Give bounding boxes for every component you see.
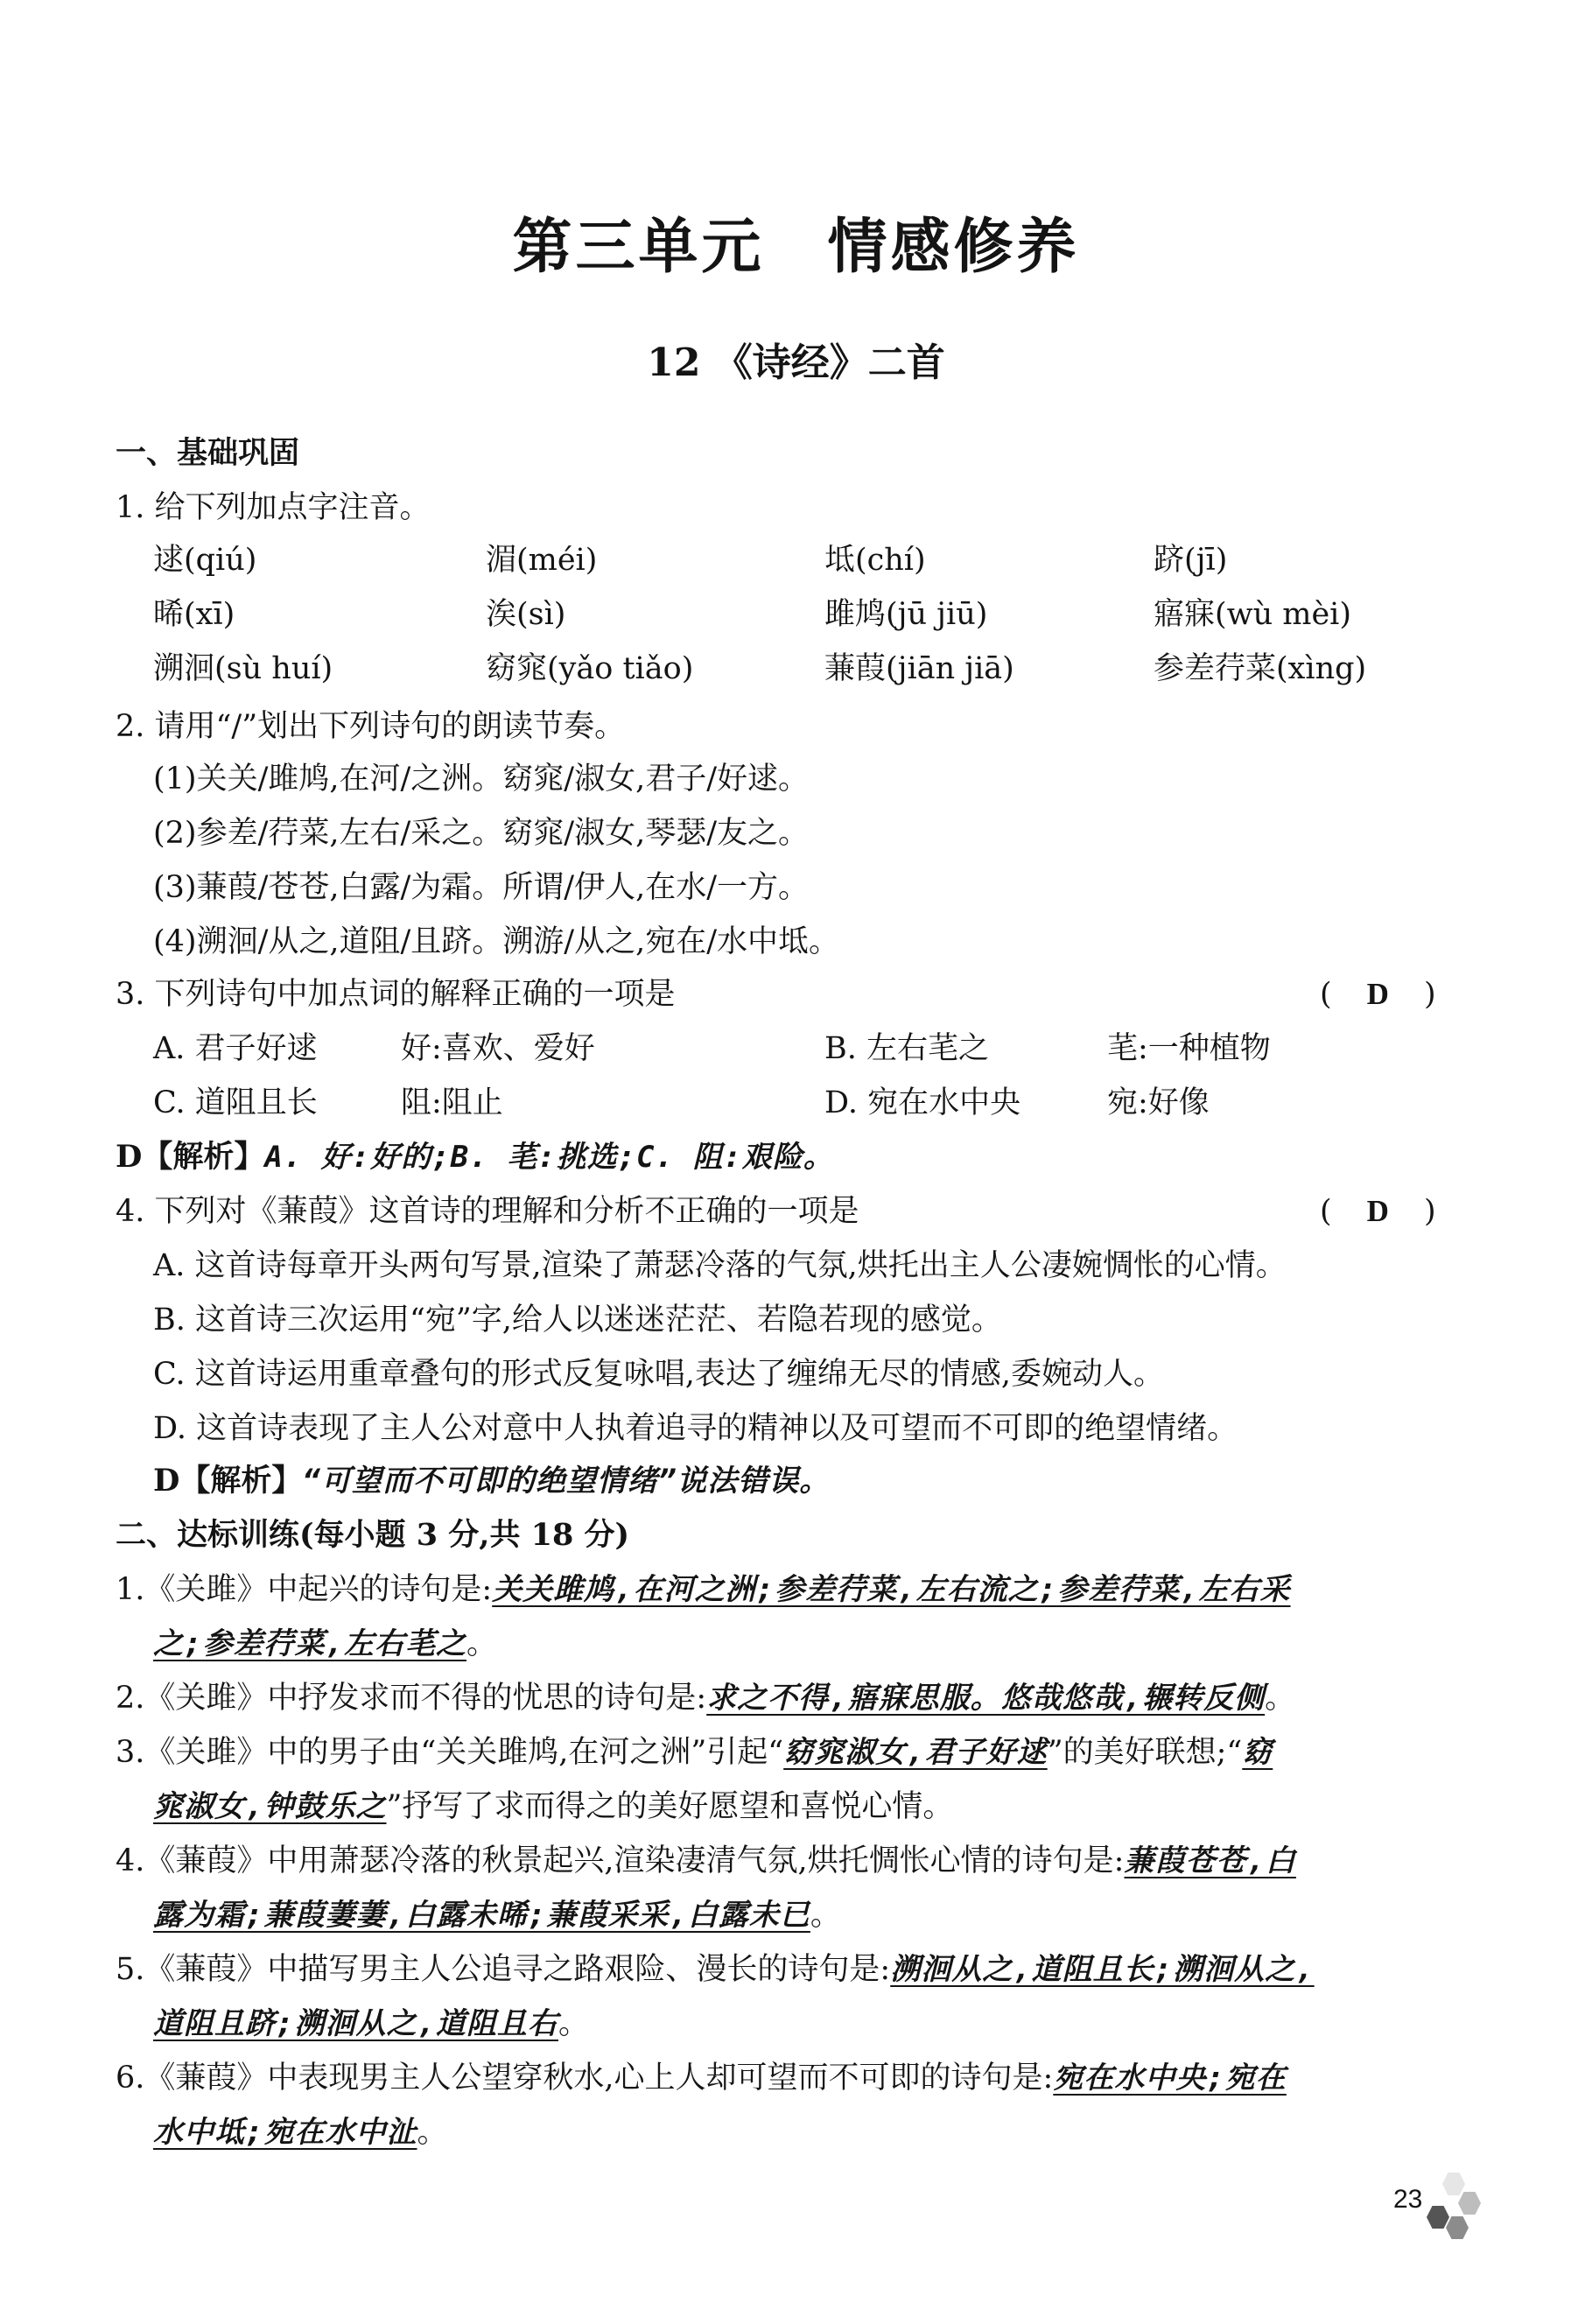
fill-tail: 。 [810, 1898, 841, 1933]
fill-mid: ”的美好联想;“ [1047, 1735, 1243, 1770]
q3-option-gloss: 阻:阻止 [401, 1085, 503, 1120]
fill-item-3-cont [153, 1787, 953, 1826]
q1-item: 湄(méi) [486, 543, 598, 578]
fill-tail: 。 [558, 2006, 589, 2041]
analysis-text: “可望而不可即的绝望情绪”说法错误。 [302, 1464, 831, 1499]
q3-option-label: C. 道阻且长 [153, 1085, 318, 1120]
fill-answer: 关关雎鸠,在河之洲;参差荇菜,左右流之;参差荇菜,左右采 [492, 1572, 1291, 1607]
fill-answer: 溯洄从之,道阻且长;溯洄从之, [890, 1952, 1315, 1987]
q4-answer: D [1366, 1194, 1389, 1228]
q4-option: B. 这首诗三次运用“宛”字,给人以迷迷茫茫、若隐若现的感觉。 [153, 1302, 1002, 1338]
q1-item: 跻(jī) [1154, 543, 1228, 578]
q3-answer: D [1366, 977, 1389, 1011]
q4-stem: 4. 下列对《蒹葭》这首诗的理解和分析不正确的一项是 [116, 1194, 859, 1229]
fill-answer: 蒹葭苍苍,白 [1124, 1843, 1296, 1878]
q4-option: A. 这首诗每章开头两句写景,渲染了萧瑟冷落的气氛,烘托出主人公凄婉惆怅的心情。 [153, 1248, 1287, 1283]
fill-item-1-cont [153, 1625, 497, 1663]
q2-line: (2)参差/荇菜,左右/采之。窈窕/淑女,琴瑟/友之。 [153, 816, 809, 851]
hexagon-decoration [1442, 2173, 1465, 2195]
fill-answer: 道阻且跻;溯洄从之,道阻且右 [153, 2006, 558, 2041]
q1-item: 参差荇菜(xìng) [1154, 651, 1367, 686]
q2-line: (1)关关/雎鸠,在河/之洲。窈窕/淑女,君子/好逑。 [153, 762, 809, 797]
q3-analysis [116, 1138, 834, 1176]
unit-title: 第三单元 情感修养 [512, 212, 1080, 282]
section2-heading: 二、达标训练(每小题 3 分,共 18 分) [116, 1517, 630, 1553]
fill-answer: 之;参差荇菜,左右芼之 [153, 1626, 466, 1661]
fill-stem: 4.《蒹葭》中用萧瑟冷落的秋景起兴,渲染凄清气氛,烘托惆怅心情的诗句是: [116, 1843, 1125, 1878]
q1-item: 溯洄(sù huí) [153, 651, 333, 686]
fill-tail: 。 [466, 1626, 497, 1661]
page-number: 23 [1393, 2185, 1423, 2214]
fill-stem: 1.《关雎》中起兴的诗句是: [116, 1572, 493, 1607]
q4-option: D. 这首诗表现了主人公对意中人执着追寻的精神以及可望而不可即的绝望情绪。 [153, 1411, 1238, 1446]
fill-item-1 [116, 1570, 1291, 1609]
fill-tail: 。 [1265, 1681, 1296, 1716]
fill-stem: 2.《关雎》中抒发求而不得的忧思的诗句是: [116, 1681, 707, 1716]
fill-answer: 宛在水中央;宛在 [1053, 2061, 1287, 2096]
q4-answer-box: ( D ) [1320, 1194, 1436, 1229]
q3-option-label: A. 君子好逑 [153, 1031, 318, 1066]
q2-line: (3)蒹葭/苍苍,白露/为霜。所谓/伊人,在水/一方。 [153, 870, 809, 905]
fill-item-4 [116, 1842, 1296, 1880]
fill-item-3 [116, 1733, 1273, 1772]
analysis-label: D【解析】 [153, 1463, 303, 1499]
q2-line: (4)溯洄/从之,道阻/且跻。溯游/从之,宛在/水中坻。 [153, 924, 839, 959]
analysis-label: D【解析】 [116, 1139, 265, 1175]
fill-answer: 求之不得,寤寐思服。悠哉悠哉,辗转反侧 [706, 1681, 1266, 1716]
q3-option-gloss: 芼:一种植物 [1107, 1031, 1271, 1066]
fill-item-5 [116, 1950, 1315, 1989]
q1-item: 晞(xī) [153, 597, 235, 632]
fill-stem: 6.《蒹葭》中表现男主人公望穿秋水,心上人却可望而不可即的诗句是: [116, 2061, 1054, 2096]
fill-answer: 窕淑女,钟鼓乐之 [153, 1789, 387, 1824]
fill-stem: 3.《关雎》中的男子由“关关雎鸠,在河之洲”引起“ [116, 1735, 784, 1770]
q4-analysis [153, 1462, 830, 1500]
fill-answer: 窈 [1242, 1735, 1273, 1770]
q3-option-gloss: 宛:好像 [1107, 1085, 1210, 1120]
q3-option-gloss: 好:喜欢、爱好 [401, 1031, 595, 1066]
q1-item: 寤寐(wù mèi) [1154, 597, 1352, 632]
q4-option: C. 这首诗运用重章叠句的形式反复咏唱,表达了缠绵无尽的情感,委婉动人。 [153, 1357, 1165, 1392]
q3-option-label: B. 左右芼之 [824, 1031, 989, 1066]
q2-stem: 2. 请用“/”划出下列诗句的朗读节奏。 [116, 709, 626, 744]
hexagon-decoration [1446, 2216, 1469, 2239]
fill-item-6-cont [153, 2113, 448, 2152]
fill-answer: 窈窕淑女,君子好逑 [783, 1735, 1048, 1770]
fill-tail: ”抒写了求而得之的美好愿望和喜悦心情。 [386, 1789, 954, 1824]
q1-item: 涘(sì) [486, 597, 566, 632]
fill-answer: 水中坻;宛在水中沚 [153, 2115, 417, 2150]
q3-option-label: D. 宛在水中央 [824, 1085, 1021, 1120]
q1-item: 逑(qiú) [153, 543, 257, 578]
q3-stem: 3. 下列诗句中加点词的解释正确的一项是 [116, 977, 676, 1012]
hexagon-decoration [1427, 2206, 1449, 2229]
q1-item: 窈窕(yǎo tiǎo) [486, 651, 694, 686]
q1-stem: 1. 给下列加点字注音。 [116, 490, 431, 525]
lesson-title: 12 《诗经》二首 [647, 341, 945, 385]
q1-item: 蒹葭(jiān jiā) [824, 651, 1014, 686]
fill-item-4-cont [153, 1896, 841, 1934]
fill-stem: 5.《蒹葭》中描写男主人公追寻之路艰险、漫长的诗句是: [116, 1952, 891, 1987]
section1-heading: 一、基础巩固 [116, 435, 300, 471]
fill-item-5-cont [153, 2005, 589, 2043]
fill-item-6 [116, 2059, 1287, 2097]
analysis-text: A. 好:好的;B. 芼:挑选;C. 阻:艰险。 [264, 1140, 834, 1175]
hexagon-decoration [1458, 2192, 1481, 2215]
fill-tail: 。 [417, 2115, 448, 2150]
q1-item: 坻(chí) [824, 543, 926, 578]
q1-item: 雎鸠(jū jiū) [824, 597, 988, 632]
fill-item-2 [116, 1679, 1295, 1717]
q3-answer-box: ( D ) [1320, 977, 1436, 1012]
fill-answer: 露为霜;蒹葭萋萋,白露未晞;蒹葭采采,白露未已 [153, 1898, 810, 1933]
